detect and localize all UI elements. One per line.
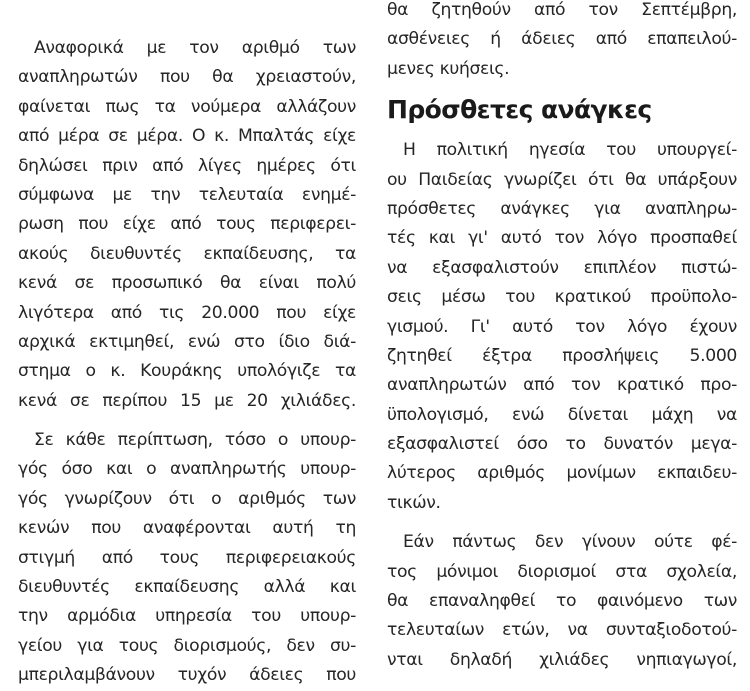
text-line: αρχικά εκτιμηθεί, ενώ στο ίδιο διά- bbox=[18, 331, 356, 352]
text-line: τικών. bbox=[387, 492, 441, 513]
text-line: ασθένειες ή άδειες από επαπειλού- bbox=[387, 29, 737, 50]
right-paragraph-2 bbox=[387, 528, 737, 675]
text-line: κενών που αναφέρονται αυτή τη bbox=[18, 518, 356, 539]
text-line: λιγότερα από τις 20.000 που είχε bbox=[18, 302, 356, 323]
text-line: γός όσο και ο αναπληρωτής υπουρ- bbox=[18, 459, 356, 480]
text-line: ρωση που είχε από τους περιφερει- bbox=[18, 214, 356, 235]
text-line: Η πολιτική ηγεσία του υπουργεί- bbox=[403, 140, 737, 161]
text-line: κενά σε περίπου 15 με 20 χιλιάδες. bbox=[18, 390, 356, 411]
text-line: εξασφαλιστεί όσο το δυνατόν μεγα- bbox=[387, 434, 737, 455]
text-line: μενες κυήσεις. bbox=[387, 58, 510, 79]
text-line: δηλώσει πριν από λίγες ημέρες ότι bbox=[18, 155, 356, 176]
text-line: θα ζητηθούν από τον Σεπτέμβρη, bbox=[387, 0, 737, 20]
text-line: να εξασφαλιστούν επιπλέον πιστώ- bbox=[387, 257, 737, 278]
right-paragraph-1 bbox=[387, 136, 737, 518]
text-line: φαίνεται πως τα νούμερα αλλάζουν bbox=[18, 96, 356, 117]
text-line: Εάν πάντως δεν γίνουν ούτε φέ- bbox=[403, 532, 737, 553]
text-line: Σε κάθε περίπτωση, τόσο ο υπουρ- bbox=[34, 430, 356, 451]
paragraph-gap bbox=[387, 518, 737, 528]
text-line: Αναφορικά με τον αριθμό των bbox=[34, 38, 356, 58]
text-line: ακούς διευθυντές εκπαίδευσης, τα bbox=[18, 243, 356, 264]
text-line: κενά σε προσωπικό θα είναι πολύ bbox=[18, 273, 356, 294]
text-line: σεις μέσω του κρατικού προϋπολο- bbox=[387, 287, 737, 308]
text-line: τος μόνιμοι διορισμοί στα σχολεία, bbox=[387, 561, 737, 582]
right-paragraph-0 bbox=[387, 0, 737, 84]
text-line: θα επαναληφθεί το φαινόμενο των bbox=[387, 591, 737, 612]
paragraph-gap bbox=[18, 416, 356, 426]
right-column bbox=[387, 0, 737, 675]
text-line: την αρμόδια υπηρεσία του υπουρ- bbox=[18, 606, 356, 627]
text-line: ζητηθεί έξτρα προσλήψεις 5.000 bbox=[387, 345, 737, 366]
text-line: στημα ο κ. Κουράκης υπολόγιζε τα bbox=[18, 361, 356, 382]
text-line: τελευταίων ετών, να συνταξιοδοτού- bbox=[387, 620, 737, 641]
text-line: νται δηλαδή χιλιάδες νηπιαγωγοί, bbox=[387, 649, 737, 670]
text-line: ου Παιδείας γνωρίζει ότι θα υπάρξουν bbox=[387, 169, 737, 190]
text-line: ϋπολογισμό, ενώ δίνεται μάχη να bbox=[387, 404, 737, 425]
text-line: γός γνωρίζουν ότι ο αριθμός των bbox=[18, 488, 356, 509]
text-line: διευθυντές εκπαίδευσης αλλά και bbox=[18, 577, 356, 598]
text-line: αναπληρωτών που θα χρειαστούν, bbox=[18, 67, 356, 88]
text-line: τές και γι' αυτό τον λόγο προσπαθεί bbox=[387, 228, 737, 249]
left-column bbox=[18, 0, 356, 691]
text-line: αναπληρωτών από τον κρατικό προ- bbox=[387, 375, 737, 396]
section-heading: Πρόσθετες ανάγκες bbox=[387, 95, 652, 125]
text-line: γείου για τους διορισμούς, δεν συ- bbox=[18, 635, 356, 656]
text-line: στιγμή από τους περιφερειακούς bbox=[18, 547, 356, 568]
text-line: σύμφωνα με την τελευταία ενημέ- bbox=[18, 184, 356, 205]
left-paragraph-2 bbox=[18, 426, 356, 691]
text-line: λύτερος αριθμός μονίμων εκπαιδευ- bbox=[387, 463, 737, 484]
text-line: από μέρα σε μέρα. Ο κ. Μπαλτάς είχε bbox=[18, 126, 356, 147]
left-paragraph-1 bbox=[18, 34, 356, 416]
text-line: πρόσθετες ανάγκες για αναπληρω- bbox=[387, 198, 737, 219]
text-line: γισμού. Γι' αυτό τον λόγο έχουν bbox=[387, 316, 737, 337]
text-line: μπεριλαμβάνουν τυχόν άδειες που bbox=[18, 665, 356, 686]
